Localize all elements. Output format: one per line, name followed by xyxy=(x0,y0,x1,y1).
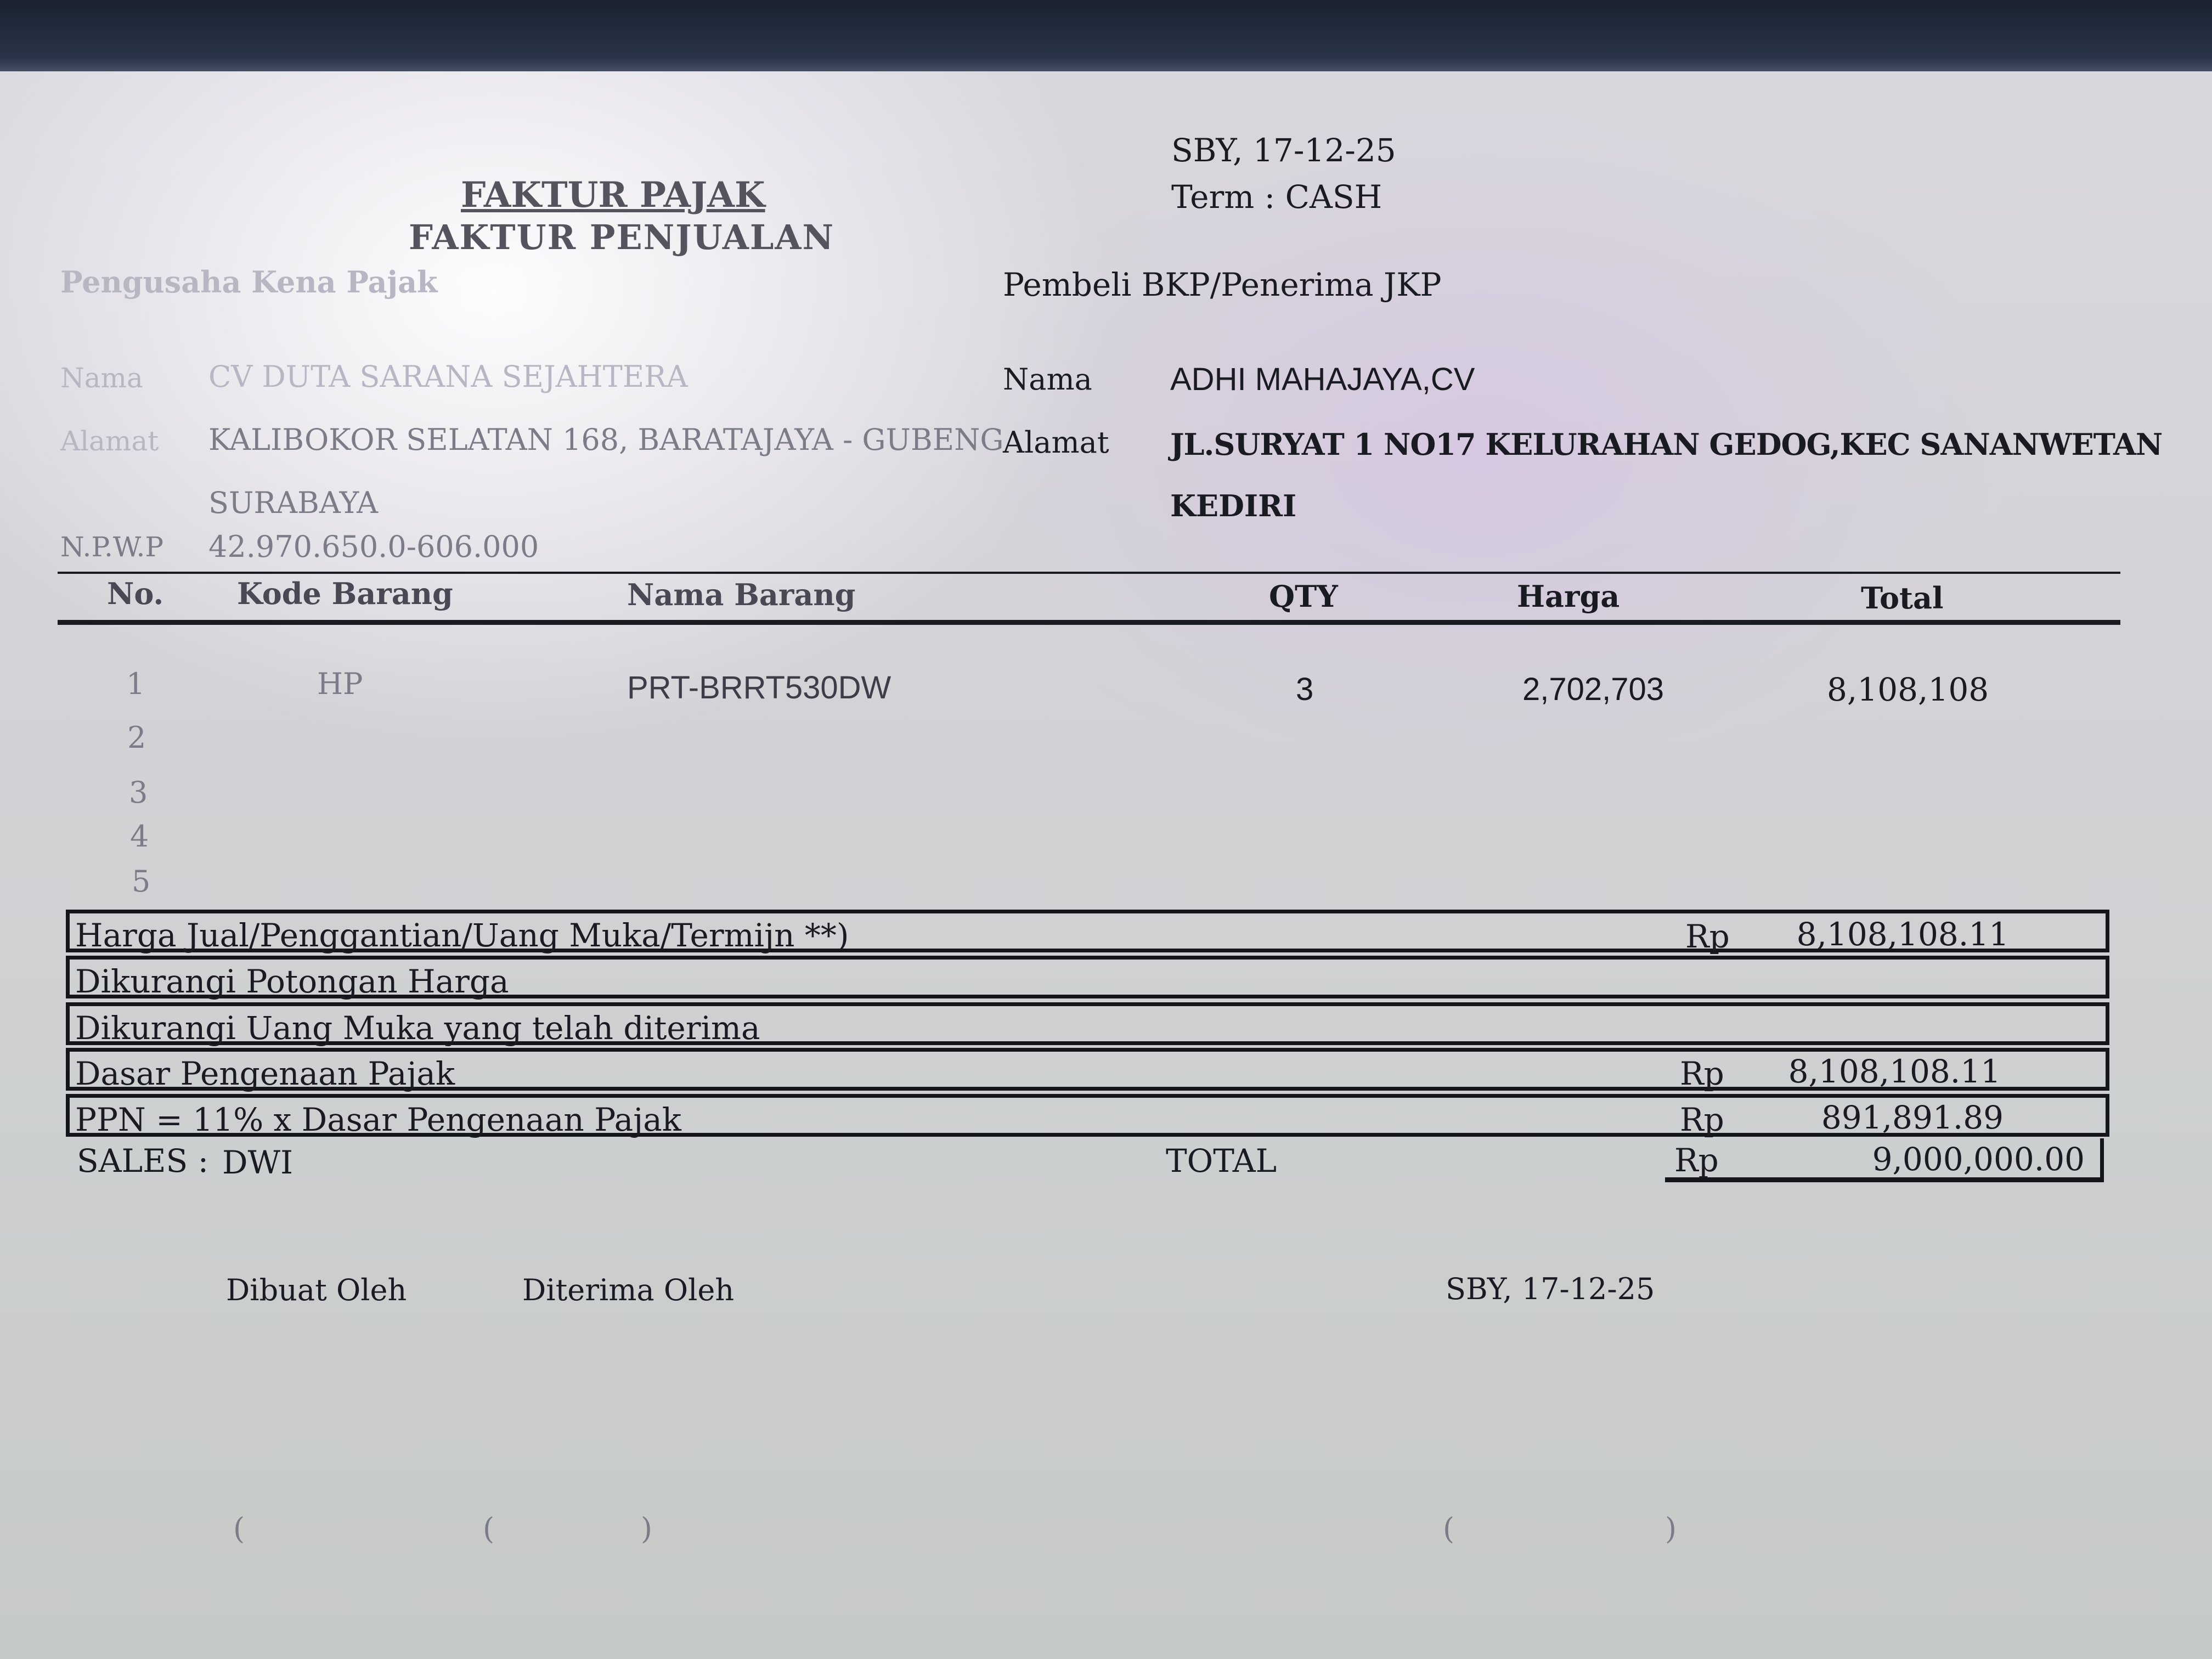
col-total-header: Total xyxy=(1861,580,1944,616)
signature-made-open: ( xyxy=(233,1511,245,1546)
col-kode-header: Kode Barang xyxy=(237,576,453,611)
document-subtitle: FAKTUR PENJUALAN xyxy=(409,217,835,257)
sales-label: SALES : xyxy=(77,1142,209,1180)
buyer-address-line1: JL.SURYAT 1 NO17 KELURAHAN GEDOG,KEC SANANWETAN xyxy=(1170,427,2163,462)
summary-label: Dikurangi Uang Muka yang telah diterima xyxy=(75,1009,760,1047)
table-top-rule xyxy=(58,572,2120,574)
row-4-no: 4 xyxy=(130,819,149,854)
col-qty-header: QTY xyxy=(1269,579,1338,614)
buyer-address-label: Alamat xyxy=(1003,425,1109,460)
summary-currency: Rp xyxy=(1680,1101,1724,1138)
row-5-no: 5 xyxy=(132,864,151,899)
buyer-name: ADHI MAHAJAYA,CV xyxy=(1170,362,1475,397)
total-box xyxy=(1665,1138,2104,1182)
summary-row-ppn xyxy=(66,1094,2109,1137)
summary-currency: Rp xyxy=(1680,1055,1724,1092)
invoice-date: SBY, 17-12-25 xyxy=(1171,132,1396,169)
summary-label: Harga Jual/Penggantian/Uang Muka/Termijn **) xyxy=(75,917,849,954)
summary-label: Dikurangi Potongan Harga xyxy=(75,963,509,1000)
signature-received-close: ) xyxy=(641,1511,653,1546)
invoice-document xyxy=(0,71,2212,1659)
row-2-no: 2 xyxy=(127,720,146,755)
buyer-address-line2: KEDIRI xyxy=(1170,488,1297,523)
col-no-header: No. xyxy=(107,576,164,611)
monitor-bezel xyxy=(0,0,2212,82)
signature-seller-close: ) xyxy=(1665,1511,1677,1546)
payment-term: Term : CASH xyxy=(1171,178,1383,216)
summary-amount: 891,891.89 xyxy=(1821,1099,2004,1136)
col-harga-header: Harga xyxy=(1517,579,1620,614)
row-1-total: 8,108,108 xyxy=(1827,671,1989,708)
row-1-kode: HP xyxy=(317,667,363,701)
signature-seller-open: ( xyxy=(1443,1511,1455,1546)
row-1-harga: 2,702,703 xyxy=(1522,672,1664,707)
received-by-label: Diterima Oleh xyxy=(522,1273,735,1307)
seller-npwp-label: N.P.W.P xyxy=(60,531,164,563)
summary-label: Dasar Pengenaan Pajak xyxy=(75,1055,455,1092)
sales-name: DWI xyxy=(222,1144,294,1181)
seller-name: CV DUTA SARANA SEJAHTERA xyxy=(208,359,688,394)
made-by-label: Dibuat Oleh xyxy=(226,1273,407,1307)
buyer-heading: Pembeli BKP/Penerima JKP xyxy=(1003,266,1442,303)
summary-row-uang-muka xyxy=(66,1002,2109,1045)
seller-address-line2: SURABAYA xyxy=(208,486,379,520)
row-1-nama: PRT-BRRT530DW xyxy=(627,670,891,706)
buyer-name-label: Nama xyxy=(1003,362,1092,397)
signature-place-date: SBY, 17-12-25 xyxy=(1446,1272,1655,1306)
total-amount: 9,000,000.00 xyxy=(1872,1141,2085,1178)
summary-row-potongan xyxy=(66,956,2109,998)
col-nama-header: Nama Barang xyxy=(627,577,856,612)
summary-amount: 8,108,108.11 xyxy=(1788,1053,2001,1090)
row-1-no: 1 xyxy=(126,667,145,701)
row-1-qty: 3 xyxy=(1296,672,1314,707)
seller-npwp: 42.970.650.0-606.000 xyxy=(208,529,539,564)
seller-heading: Pengusaha Kena Pajak xyxy=(60,264,438,300)
summary-label: PPN = 11% x Dasar Pengenaan Pajak xyxy=(75,1101,681,1138)
summary-row-harga-jual xyxy=(66,910,2109,955)
signature-received-open: ( xyxy=(483,1511,495,1546)
seller-address-label: Alamat xyxy=(60,425,159,457)
row-3-no: 3 xyxy=(129,775,148,810)
seller-address-line1: KALIBOKOR SELATAN 168, BARATAJAYA - GUBENG xyxy=(208,422,1004,457)
table-header-rule xyxy=(58,620,2120,625)
seller-name-label: Nama xyxy=(60,362,143,394)
document-title: FAKTUR PAJAK xyxy=(461,174,765,216)
summary-row-dpp xyxy=(66,1048,2109,1091)
total-currency: Rp xyxy=(1674,1142,1719,1179)
total-label: TOTAL xyxy=(1166,1142,1277,1180)
summary-currency: Rp xyxy=(1685,918,1730,955)
summary-amount: 8,108,108.11 xyxy=(1796,916,2009,953)
